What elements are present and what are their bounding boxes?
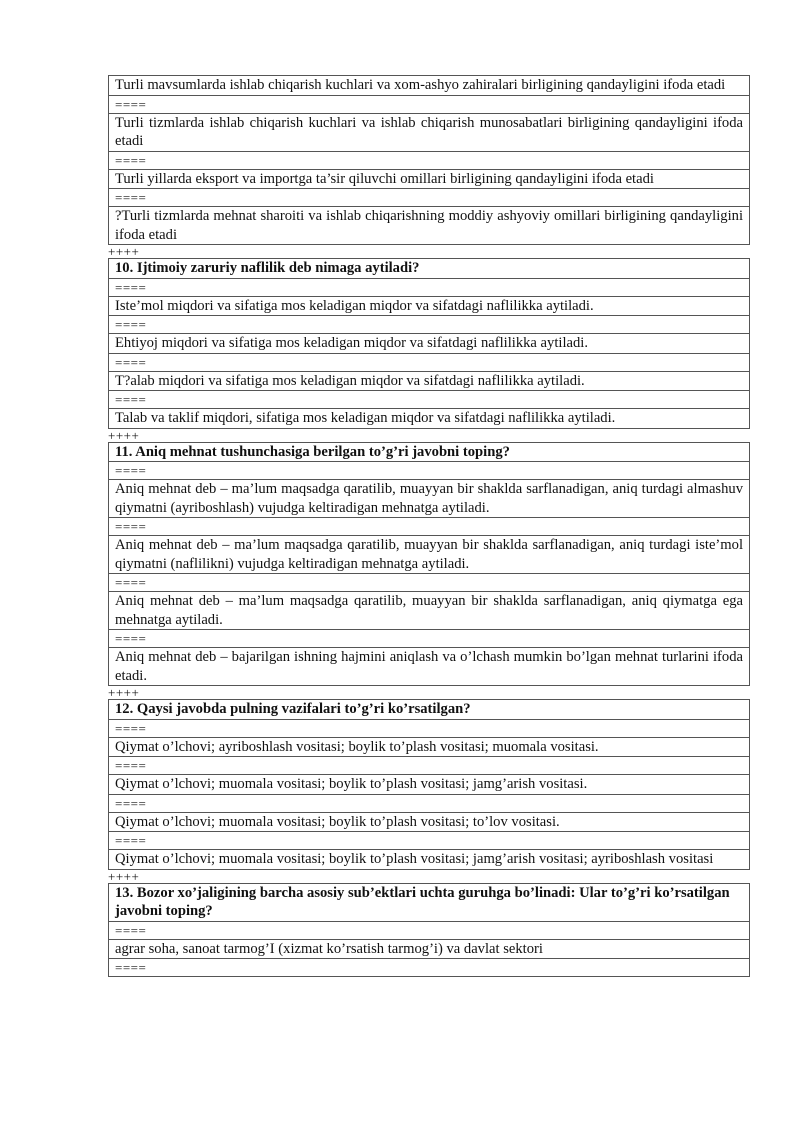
question-block-13: [108, 883, 750, 978]
separator: ====: [108, 756, 750, 775]
group-separator: ++++: [108, 868, 140, 884]
answer-option: Aniq mehnat deb – ma’lum maqsadga qaratilib, muayyan bir shaklda sarflanadigan, aniq turdagi iste’mol qiymatni (naflilikni) vujudga keltiradigan mehnatga aytiladi.: [108, 535, 750, 574]
separator: ====: [108, 517, 750, 536]
answer-option: Aniq mehnat deb – ma’lum maqsadga qaratilib, muayyan bir shaklda sarflanadigan, aniq qiymatga ega mehnatga aytiladi.: [108, 591, 750, 630]
answer-option: Ehtiyoj miqdori va sifatiga mos keladigan miqdor va sifatdagi naflilikka aytiladi.: [108, 333, 750, 354]
separator: ====: [108, 353, 750, 372]
separator: ====: [108, 573, 750, 592]
answer-option: Qiymat o’lchovi; muomala vositasi; boylik to’plash vositasi; to’lov vositasi.: [108, 812, 750, 833]
question-text: 10. Ijtimoiy zaruriy naflilik deb nimaga aytiladi?: [108, 258, 750, 279]
separator: ====: [108, 95, 750, 114]
group-separator: ++++: [108, 685, 140, 700]
question-block-10: [108, 258, 750, 429]
answer-option: Turli yillarda eksport va importga ta’sir qiluvchi omillari birligining qandayligini ifoda etadi: [108, 169, 750, 190]
question-text: 12. Qaysi javobda pulning vazifalari to’g’ri ko’rsatilgan?: [108, 699, 750, 720]
answer-option: Aniq mehnat deb – ma’lum maqsadga qaratilib, muayyan bir shaklda sarflanadigan, aniq turdagi almashuv qiymatni (ayriboshlash) vujudga keltiradigan mehnatga aytiladi.: [108, 479, 750, 518]
separator: ====: [108, 921, 750, 940]
answer-option: Qiymat o’lchovi; muomala vositasi; boylik to’plash vositasi; jamg’arish vositasi; ayriboshlash vositasi: [108, 849, 750, 870]
answer-option: Iste’mol miqdori va sifatiga mos keladigan miqdor va sifatdagi naflilikka aytiladi.: [108, 296, 750, 317]
group-separator: ++++: [108, 244, 140, 259]
separator: ====: [108, 278, 750, 297]
answer-option: T?alab miqdori va sifatiga mos keladigan miqdor va sifatdagi naflilikka aytiladi.: [108, 371, 750, 392]
answer-option: Qiymat o’lchovi; ayriboshlash vositasi; boylik to’plash vositasi; muomala vositasi.: [108, 737, 750, 758]
separator: ====: [108, 151, 750, 170]
question-text: 13. Bozor xo’jaligining barcha asosiy sub’ektlari uchta guruhga bo’linadi: Ular to’g’ri ko’rsatilgan javobni toping?: [108, 883, 750, 922]
group-separator: ++++: [108, 427, 140, 443]
separator: ====: [108, 719, 750, 738]
question-block-11: [108, 442, 750, 687]
answer-option: Qiymat o’lchovi; muomala vositasi; boylik to’plash vositasi; jamg’arish vositasi.: [108, 774, 750, 795]
question-text: 11. Aniq mehnat tushunchasiga berilgan to’g’ri javobni toping?: [108, 442, 750, 463]
question-block-12: [108, 699, 750, 870]
separator: ====: [108, 188, 750, 207]
question-block-9: [108, 75, 750, 245]
answer-option: Turli mavsumlarda ishlab chiqarish kuchlari va xom-ashyo zahiralari birligining qandayligini ifoda etadi: [108, 75, 750, 96]
separator: ====: [108, 794, 750, 813]
answer-option: ?Turli tizmlarda mehnat sharoiti va ishlab chiqarishning moddiy ashyoviy omillari birligining qandayligini ifoda etadi: [108, 206, 750, 245]
answer-option: Aniq mehnat deb – bajarilgan ishning hajmini aniqlash va o’lchash mumkin bo’lgan mehnat turlarini ifoda etadi.: [108, 647, 750, 686]
answer-option: Talab va taklif miqdori, sifatiga mos keladigan miqdor va sifatdagi naflilikka aytiladi.: [108, 408, 750, 429]
separator: ====: [108, 461, 750, 480]
separator: ====: [108, 629, 750, 648]
answer-option: agrar soha, sanoat tarmog’I (xizmat ko’rsatish tarmog’i) va davlat sektori: [108, 939, 750, 960]
separator: ====: [108, 831, 750, 850]
separator: ====: [108, 390, 750, 409]
separator: ====: [108, 958, 750, 977]
answer-option: Turli tizmlarda ishlab chiqarish kuchlari va ishlab chiqarish munosabatlari birligining qandayligini ifoda etadi: [108, 113, 750, 152]
separator: ====: [108, 315, 750, 334]
